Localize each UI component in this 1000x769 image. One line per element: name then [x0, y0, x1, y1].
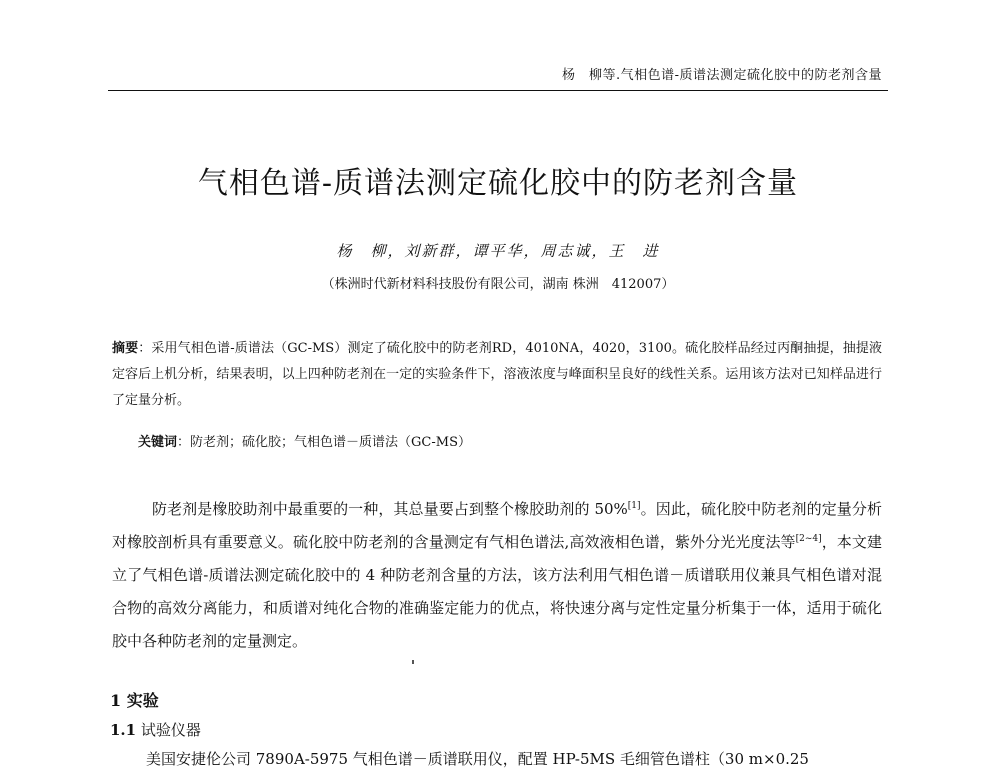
header-rule: [108, 90, 888, 91]
intro-paragraph: [112, 493, 882, 658]
keywords-text: 防老剂；硫化胶；气相色谱－质谱法（GC-MS）: [190, 435, 471, 450]
body-text-cut-off: 美国安捷伦公司 7890A-5975 气相色谱－质谱联用仪，配置 HP-5MS 毛细管色谱柱（30 m×0.25: [146, 750, 809, 768]
citation-ref-1: [1]: [627, 501, 641, 511]
section-1-1-title: 试验仪器: [140, 721, 201, 739]
paper-title: 气相色谱-质谱法测定硫化胶中的防老剂含量: [197, 166, 799, 201]
intro-text-3: ，本文建立了气相色谱-质谱法测定硫化胶中的 4 种防老剂含量的方法，该方法利用气相色谱－质谱联用仪兼具气相色谱对混合物的高效分离能力，和质谱对纯化合物的准确鉴定能力的优点，将快速分离与定性定量分析集于一体，适用于硫化胶中各种防老剂的定量测定。: [112, 533, 882, 650]
abstract: [112, 336, 882, 414]
abstract-colon: ：: [138, 341, 152, 356]
keywords-colon: ：: [177, 435, 191, 450]
section-heading-1: [110, 688, 159, 711]
keywords: [138, 431, 471, 450]
section-1-1-number: 1.1: [110, 721, 137, 739]
abstract-label: 摘要: [112, 341, 139, 356]
abstract-text: 采用气相色谱-质谱法（GC-MS）测定了硫化胶中的防老剂RD，4010NA，4020，3100。硫化胶样品经过丙酮抽提，抽提液定容后上机分析，结果表明，以上四种防老剂在一定的实验条件下，溶液浓度与峰面积呈良好的线性关系。运用该方法对已知样品进行了定量分析。: [112, 341, 882, 408]
running-header: 杨 柳等.气相色谱-质谱法测定硫化胶中的防老剂含量: [561, 68, 882, 83]
keywords-label: 关键词: [138, 435, 178, 450]
intro-text-2: 。因此，硫化胶中防老剂的定量分析对橡胶剖析具有重要意义。硫化胶中防老剂的含量测定有气相色谱法,高效液相色谱，紫外分光光度法等: [112, 500, 882, 551]
intro-text-1: 防老剂是橡胶助剂中最重要的一种，其总量要占到整个橡胶助剂的 50%: [152, 500, 628, 518]
affiliation: （株洲时代新材料科技股份有限公司，湖南 株洲 412007）: [321, 277, 675, 292]
section-1-title: 实验: [126, 691, 159, 710]
section-heading-1-1: [110, 719, 201, 740]
authors: 杨 柳，刘新群，谭平华，周志诚，王 进: [336, 242, 660, 260]
scan-speck: [412, 660, 414, 664]
citation-ref-2-4: [2~4]: [795, 534, 822, 544]
section-1-number: 1: [110, 691, 122, 710]
